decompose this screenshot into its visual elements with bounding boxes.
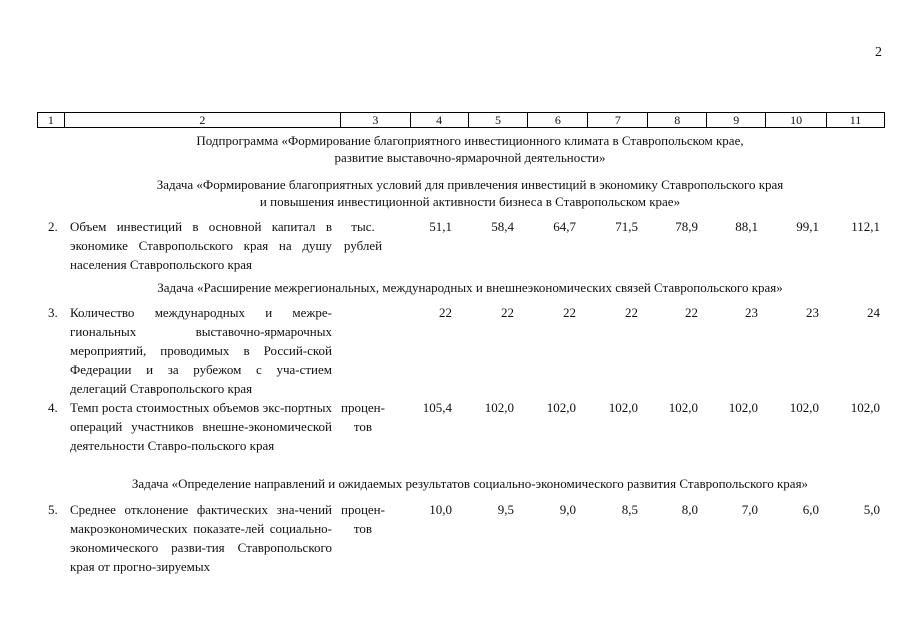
task-1-line-2: и повышения инвестиционной активности бизнеса в Ставропольском крае» xyxy=(259,194,681,209)
value-cell: 6,0 xyxy=(802,502,819,517)
header-col-11: 11 xyxy=(849,113,862,127)
value-cell: 8,5 xyxy=(621,502,638,517)
value-cell: 112,1 xyxy=(851,219,880,234)
value-cell: 22 xyxy=(625,305,638,320)
value-cell: 102,0 xyxy=(546,400,576,415)
row-number: 5. xyxy=(48,502,58,517)
row-number: 3. xyxy=(48,305,58,320)
value-cell: 102,0 xyxy=(608,400,638,415)
value-cell: 102,0 xyxy=(484,400,514,415)
row-number: 4. xyxy=(48,400,58,415)
value-cell: 102,0 xyxy=(789,400,819,415)
subprogram-line-1: Подпрограмма «Формирование благоприятного инвестиционного климата в Ставропольском крае, xyxy=(196,133,744,148)
indicator-name: Количество международных и межре-гиональных выставочно-ярмарочных мероприятий, проводимых в Россий-ской Федерации и за рубежом с уча-стием делегаций Ставропольского края xyxy=(70,305,332,396)
value-cell: 22 xyxy=(439,305,452,320)
header-col-5: 5 xyxy=(469,113,529,127)
header-col-6: 6 xyxy=(528,113,588,127)
value-cell: 71,5 xyxy=(615,219,638,234)
header-col-8: 8 xyxy=(648,113,707,127)
indicator-name: Темп роста стоимостных объемов экс-портных операций участников внешне-экономической деятельности Ставро-польского края xyxy=(70,400,332,453)
value-cell: 22 xyxy=(563,305,576,320)
task-3-title: Задача «Определение направлений и ожидаемых результатов социально-экономического развития Ставропольского края» xyxy=(131,476,809,491)
indicator-name: Среднее отклонение фактических зна-чений макроэкономических показате-лей социально-экономического разви-тия Ставропольского края от прогно-зируемых xyxy=(70,502,332,574)
subprogram-title xyxy=(60,132,880,166)
header-col-1: 1 xyxy=(38,113,65,127)
value-cell: 22 xyxy=(685,305,698,320)
table-header-row xyxy=(37,112,885,128)
indicator-name: Объем инвестиций в основной капитал в экономике Ставропольского края на душу населения Ставропольского края xyxy=(70,219,332,272)
value-cell: 9,5 xyxy=(497,502,514,517)
value-cell: 78,9 xyxy=(675,219,698,234)
header-col-10: 10 xyxy=(766,113,827,127)
value-cell: 24 xyxy=(867,305,880,320)
header-col-2: 2 xyxy=(65,113,342,127)
task-1-line-1: Задача «Формирование благоприятных условий для привлечения инвестиций в экономику Ставропольского края xyxy=(156,177,784,192)
value-cell: 23 xyxy=(745,305,758,320)
value-cell: 10,0 xyxy=(429,502,452,517)
value-cell: 102,0 xyxy=(850,400,880,415)
subprogram-line-2: развитие выставочно-ярмарочной деятельности» xyxy=(334,150,606,165)
indicator-unit: процен-тов xyxy=(341,400,385,434)
task-1-title xyxy=(60,176,880,210)
value-cell: 7,0 xyxy=(741,502,758,517)
header-col-9: 9 xyxy=(707,113,766,127)
value-cell: 23 xyxy=(806,305,819,320)
indicator-unit: тыс. рублей xyxy=(343,219,383,253)
value-cell: 8,0 xyxy=(681,502,698,517)
value-cell: 22 xyxy=(501,305,514,320)
value-cell: 102,0 xyxy=(668,400,698,415)
value-cell: 64,7 xyxy=(553,219,576,234)
indicator-unit: процен-тов xyxy=(341,502,385,536)
row-number: 2. xyxy=(48,219,58,234)
header-col-3: 3 xyxy=(341,113,410,127)
value-cell: 88,1 xyxy=(735,219,758,234)
value-cell: 105,4 xyxy=(422,400,452,415)
value-cell: 51,1 xyxy=(429,219,452,234)
header-col-4: 4 xyxy=(411,113,469,127)
header-col-7: 7 xyxy=(588,113,648,127)
page-number: 2 xyxy=(875,45,882,60)
value-cell: 5,0 xyxy=(863,502,880,517)
value-cell: 58,4 xyxy=(491,219,514,234)
value-cell: 99,1 xyxy=(796,219,819,234)
value-cell: 102,0 xyxy=(728,400,758,415)
value-cell: 9,0 xyxy=(559,502,576,517)
task-2-title: Задача «Расширение межрегиональных, международных и внешнеэкономических связей Ставропольского края» xyxy=(157,280,783,295)
